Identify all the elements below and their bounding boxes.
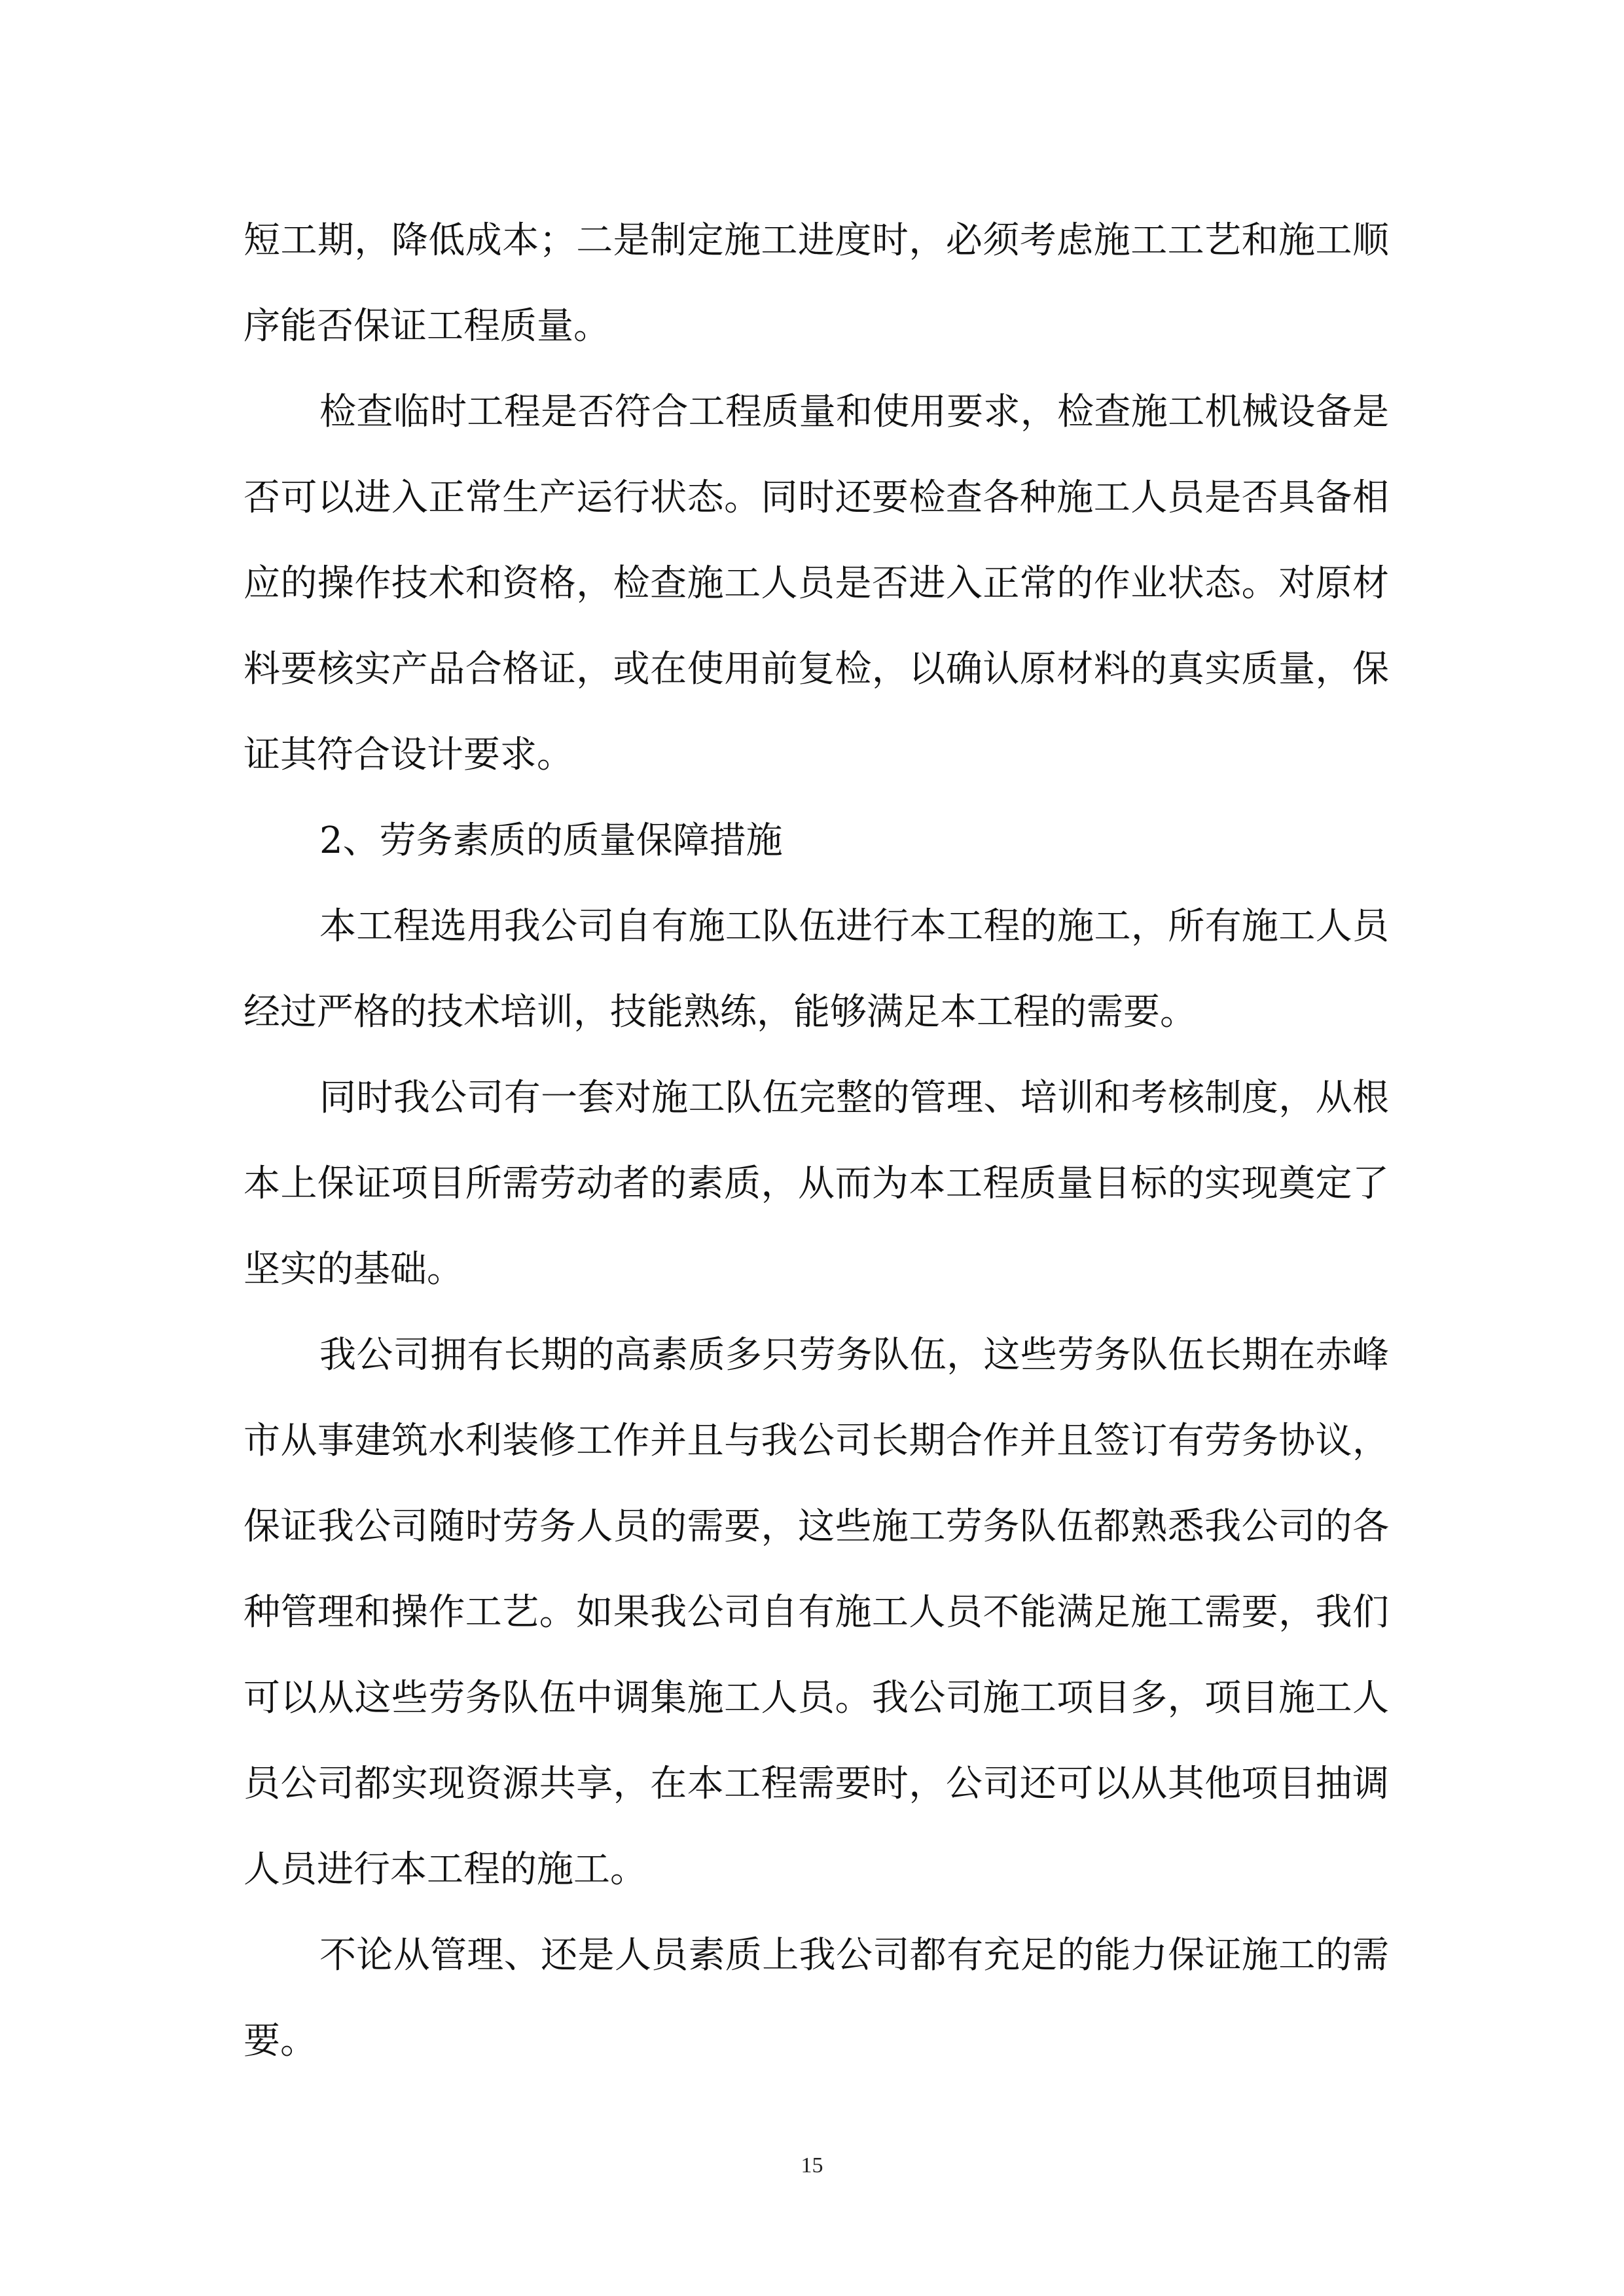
page-number: 15 — [801, 2153, 823, 2178]
paragraph-conclusion: 不论从管理、还是人员素质上我公司都有充足的能力保证施工的需要。 — [244, 1934, 1389, 2062]
paragraph-continuation: 短工期，降低成本；二是制定施工进度时，必须考虑施工工艺和施工顺序能否保证工程质量。 — [244, 219, 1389, 348]
section-heading-labor-quality: 2、劳务素质的质量保障措施 — [319, 819, 783, 862]
paragraph-inspection: 检查临时工程是否符合工程质量和使用要求，检查施工机械设备是否可以进入正常生产运行状态。同时还要检查各种施工人员是否具备相应的操作技术和资格，检查施工人员是否进入正常的作业状态。对原材料要核实产品合格证，或在使用前复检，以确认原材料的真实质量，保证其符合设计要求。 — [244, 391, 1389, 776]
paragraph-management-system: 同时我公司有一套对施工队伍完整的管理、培训和考核制度，从根本上保证项目所需劳动者的素质，从而为本工程质量目标的实现奠定了坚实的基础。 — [244, 1077, 1389, 1291]
paragraph-labor-teams: 我公司拥有长期的高素质多只劳务队伍，这些劳务队伍长期在赤峰市从事建筑水利装修工作并且与我公司长期合作并且签订有劳务协议，保证我公司随时劳务人员的需要，这些施工劳务队伍都熟悉我公司的各种管理和操作工艺。如果我公司自有施工人员不能满足施工需要，我们可以从这些劳务队伍中调集施工人员。我公司施工项目多，项目施工人员公司都实现资源共享，在本工程需要时，公司还可以从其他项目抽调人员进行本工程的施工。 — [244, 1334, 1389, 1891]
paragraph-own-team: 本工程选用我公司自有施工队伍进行本工程的施工，所有施工人员经过严格的技术培训，技能熟练，能够满足本工程的需要。 — [244, 905, 1389, 1033]
body-text — [244, 198, 1389, 2084]
